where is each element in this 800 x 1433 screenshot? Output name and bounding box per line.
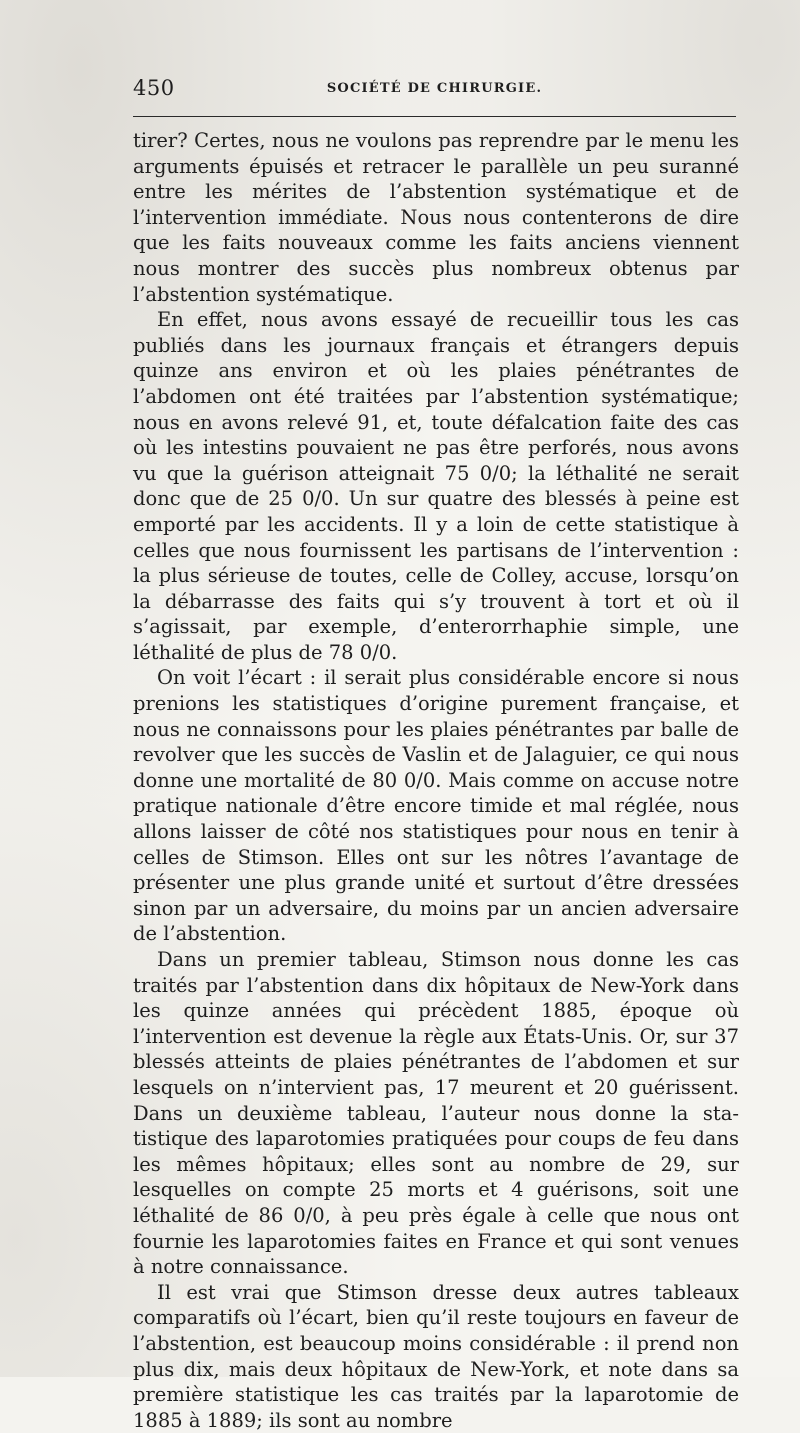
header-rule [133,116,736,117]
paragraph: Dans un premier tableau, Stimson nous donne les cas traités par l’abstention dans dix hôpitaux de New-York dans les quinze années qui précèdent 1885, époque où l’intervention est devenue la règle aux États-Unis. Or, sur 37 blessés atteints de plaies pénétrantes de l’abdomen et sur lesquels on n’intervient pas, 17 meurent et 20 guérissent. Dans un deuxième tableau, l’auteur nous donne la statistique des laparotomies pratiquées pour coups de feu dans les mêmes hôpitaux; elles sont au nombre de 29, sur lesquelles on compte 25 morts et 4 guérisons, soit une léthalité de 86 0/0, à peu près égale à celle que nous ont fournie les laparotomies faites en France et qui sont venues à notre connaissance. [133,948,739,1279]
paragraph: Il est vrai que Stimson dresse deux autres tableaux comparatifs où l’écart, bien qu’il reste toujours en faveur de l’abstention, est beaucoup moins considérable : il prend non plus dix, mais deux hôpitaux de New-York, et note dans sa première statistique les cas traités par la laparotomie de 1885 à 1889; ils sont au nombre [133,1280,739,1432]
body-text [133,128,739,1433]
page-number: 450 [133,76,175,100]
paragraph: On voit l’écart : il serait plus considérable encore si nous prenions les statistiques d’origine purement française, et nous ne connaissons pour les plaies pénétrantes par balle de revolver que les succès de Vaslin et de Jalaguier, ce qui nous donne une mortalité de 80 0/0. Mais comme on accuse notre pratique nationale d’être encore timide et mal réglée, nous allons laisser de côté nos statistiques pour nous en tenir à celles de Stimson. Elles ont sur les nôtres l’avantage de présenter une plus grande unité et surtout d’être dressées sinon par un adversaire, du moins par un ancien adversaire de l’abstention. [133,666,739,946]
paragraph: tirer? Certes, nous ne voulons pas reprendre par le menu les arguments épuisés et retracer le parallèle un peu suranné entre les mérites de l’abstention systématique et de l’intervention immédiate. Nous nous contenterons de dire que les faits nouveaux comme les faits anciens viennent nous montrer des succès plus nombreux obtenus par l’abstention systématique. [133,129,739,306]
paragraph: En effet, nous avons essayé de recueillir tous les cas publiés dans les journaux français et étrangers depuis quinze ans environ et où les plaies pénétrantes de l’abdomen ont été traitées par l’abstention systématique; nous en avons relevé 91, et, toute défalcation faite des cas où les intestins pouvaient ne pas être perforés, nous avons vu que la guérison atteignait 75 0/0; la léthalité ne serait donc que de 25 0/0. Un sur quatre des blessés à peine est emporté par les accidents. Il y a loin de cette statistique à celles que nous fournissent les partisans de l’intervention : la plus sérieuse de toutes, celle de Colley, accuse, lorsqu’on la débarrasse des faits qui s’y trouvent à tort et où il s’agissait, par exemple, d’enterorrhaphie simple, une léthalité de plus de 78 0/0. [133,308,739,664]
running-head [133,76,736,102]
running-title: SOCIÉTÉ DE CHIRURGIE. [326,81,543,96]
